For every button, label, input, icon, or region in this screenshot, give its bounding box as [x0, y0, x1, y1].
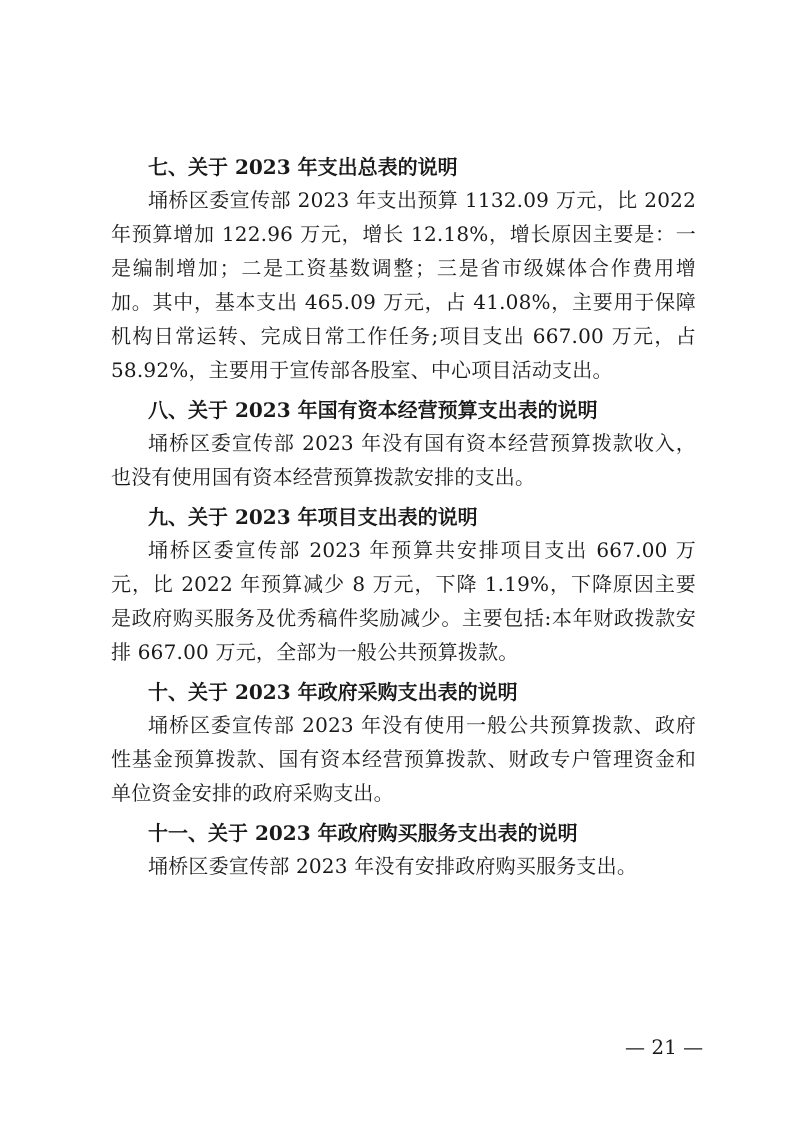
section-paragraph: 埇桥区委宣传部 2023 年预算共安排项目支出 667.00 万元，比 2022 年预算减少 8 万元，下降 1.19%，下降原因主要是政府购买服务及优秀稿件奖励减少。主要包括:本年财政拨款安排 667.00 万元，全部为一般公共预算拨款。 [111, 538, 696, 664]
section-state-capital-budget [111, 393, 696, 494]
page-number: — 21 — [625, 1035, 704, 1059]
section-paragraph: 埇桥区委宣传部 2023 年没有使用一般公共预算拨款、政府性基金预算拨款、国有资本经营预算拨款、财政专户管理资金和单位资金安排的政府采购支出。 [111, 713, 696, 805]
section-heading: 九、关于 2023 年项目支出表的说明 [148, 505, 478, 529]
section-heading: 七、关于 2023 年支出总表的说明 [148, 155, 458, 179]
section-paragraph: 埇桥区委宣传部 2023 年没有国有资本经营预算拨款收入，也没有使用国有资本经营预算拨款安排的支出。 [111, 431, 696, 489]
section-heading: 十一、关于 2023 年政府购买服务支出表的说明 [148, 821, 578, 845]
section-heading: 十、关于 2023 年政府采购支出表的说明 [148, 680, 518, 704]
section-expenditure-summary [111, 150, 696, 387]
section-heading: 八、关于 2023 年国有资本经营预算支出表的说明 [148, 398, 598, 422]
section-government-procurement [111, 675, 696, 810]
document-body [111, 150, 696, 889]
section-paragraph: 埇桥区委宣传部 2023 年支出预算 1132.09 万元，比 2022 年预算增加 122.96 万元，增长 12.18%，增长原因主要是：一是编制增加；二是工资基数调整；三是省市级媒体合作费用增加。其中，基本支出 465.09 万元，占 41.08%，主要用于保障机构日常运转、完成日常工作任务;项目支出 667.00 万元，占 58.92%，主要用于宣传部各股室、中心项目活动支出。 [111, 188, 696, 382]
section-government-service-purchase [111, 816, 696, 883]
section-project-expenditure [111, 500, 696, 669]
section-paragraph: 埇桥区委宣传部 2023 年没有安排政府购买服务支出。 [148, 854, 638, 878]
